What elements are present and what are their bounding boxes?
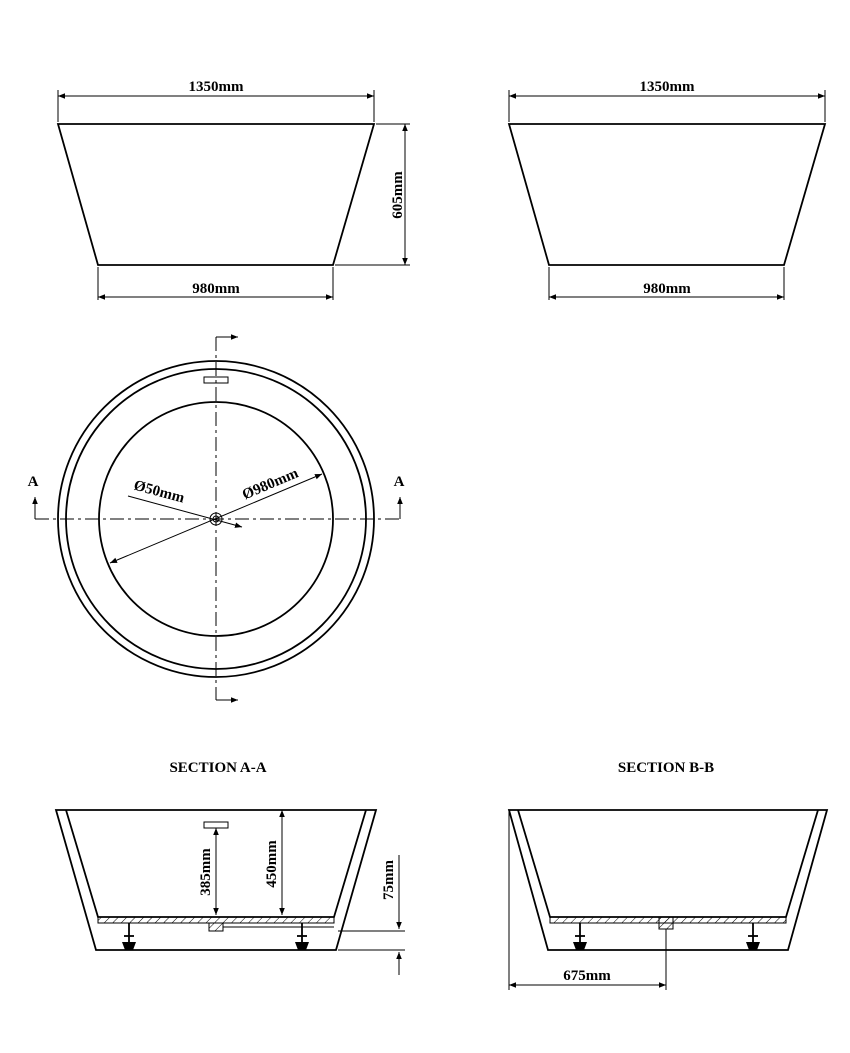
overflow-height-label: 385mm [198,848,214,896]
front-view-outline [58,124,374,265]
section-b-drain-pipe [659,917,673,929]
drain-offset-label: 675mm [563,968,611,984]
section-a-foot-left [122,923,136,950]
drain-diameter-leader [128,496,242,527]
side-view-outline [509,124,825,265]
section-a-drain-pipe [209,923,223,931]
section-a-marker-right: A [393,474,405,490]
base-height-label: 75mm [381,860,397,900]
section-a-title: SECTION A-A [169,760,267,776]
plan-view [28,337,405,700]
side-bottom-width-label: 980mm [643,281,691,297]
drain-diameter-label: Ø50mm [132,477,187,507]
base-diameter-label: Ø980mm [240,465,301,504]
section-b-title: SECTION B-B [617,760,715,776]
side-view [509,79,825,300]
section-b-b [509,760,827,990]
section-a-marker-left: A [27,474,39,490]
section-a-base-hatch [98,917,334,923]
section-a-a [56,760,405,975]
front-bottom-width-label: 980mm [192,281,240,297]
front-height-label: 605mm [390,171,406,219]
front-top-width-label: 1350mm [188,79,244,95]
section-a-overflow [204,822,228,828]
section-b-foot-left [573,923,587,950]
inner-depth-label: 450mm [264,840,280,888]
side-top-width-label: 1350mm [639,79,695,95]
section-b-foot-right [746,923,760,950]
section-b-inner-shell [518,810,818,917]
front-view [58,79,410,300]
